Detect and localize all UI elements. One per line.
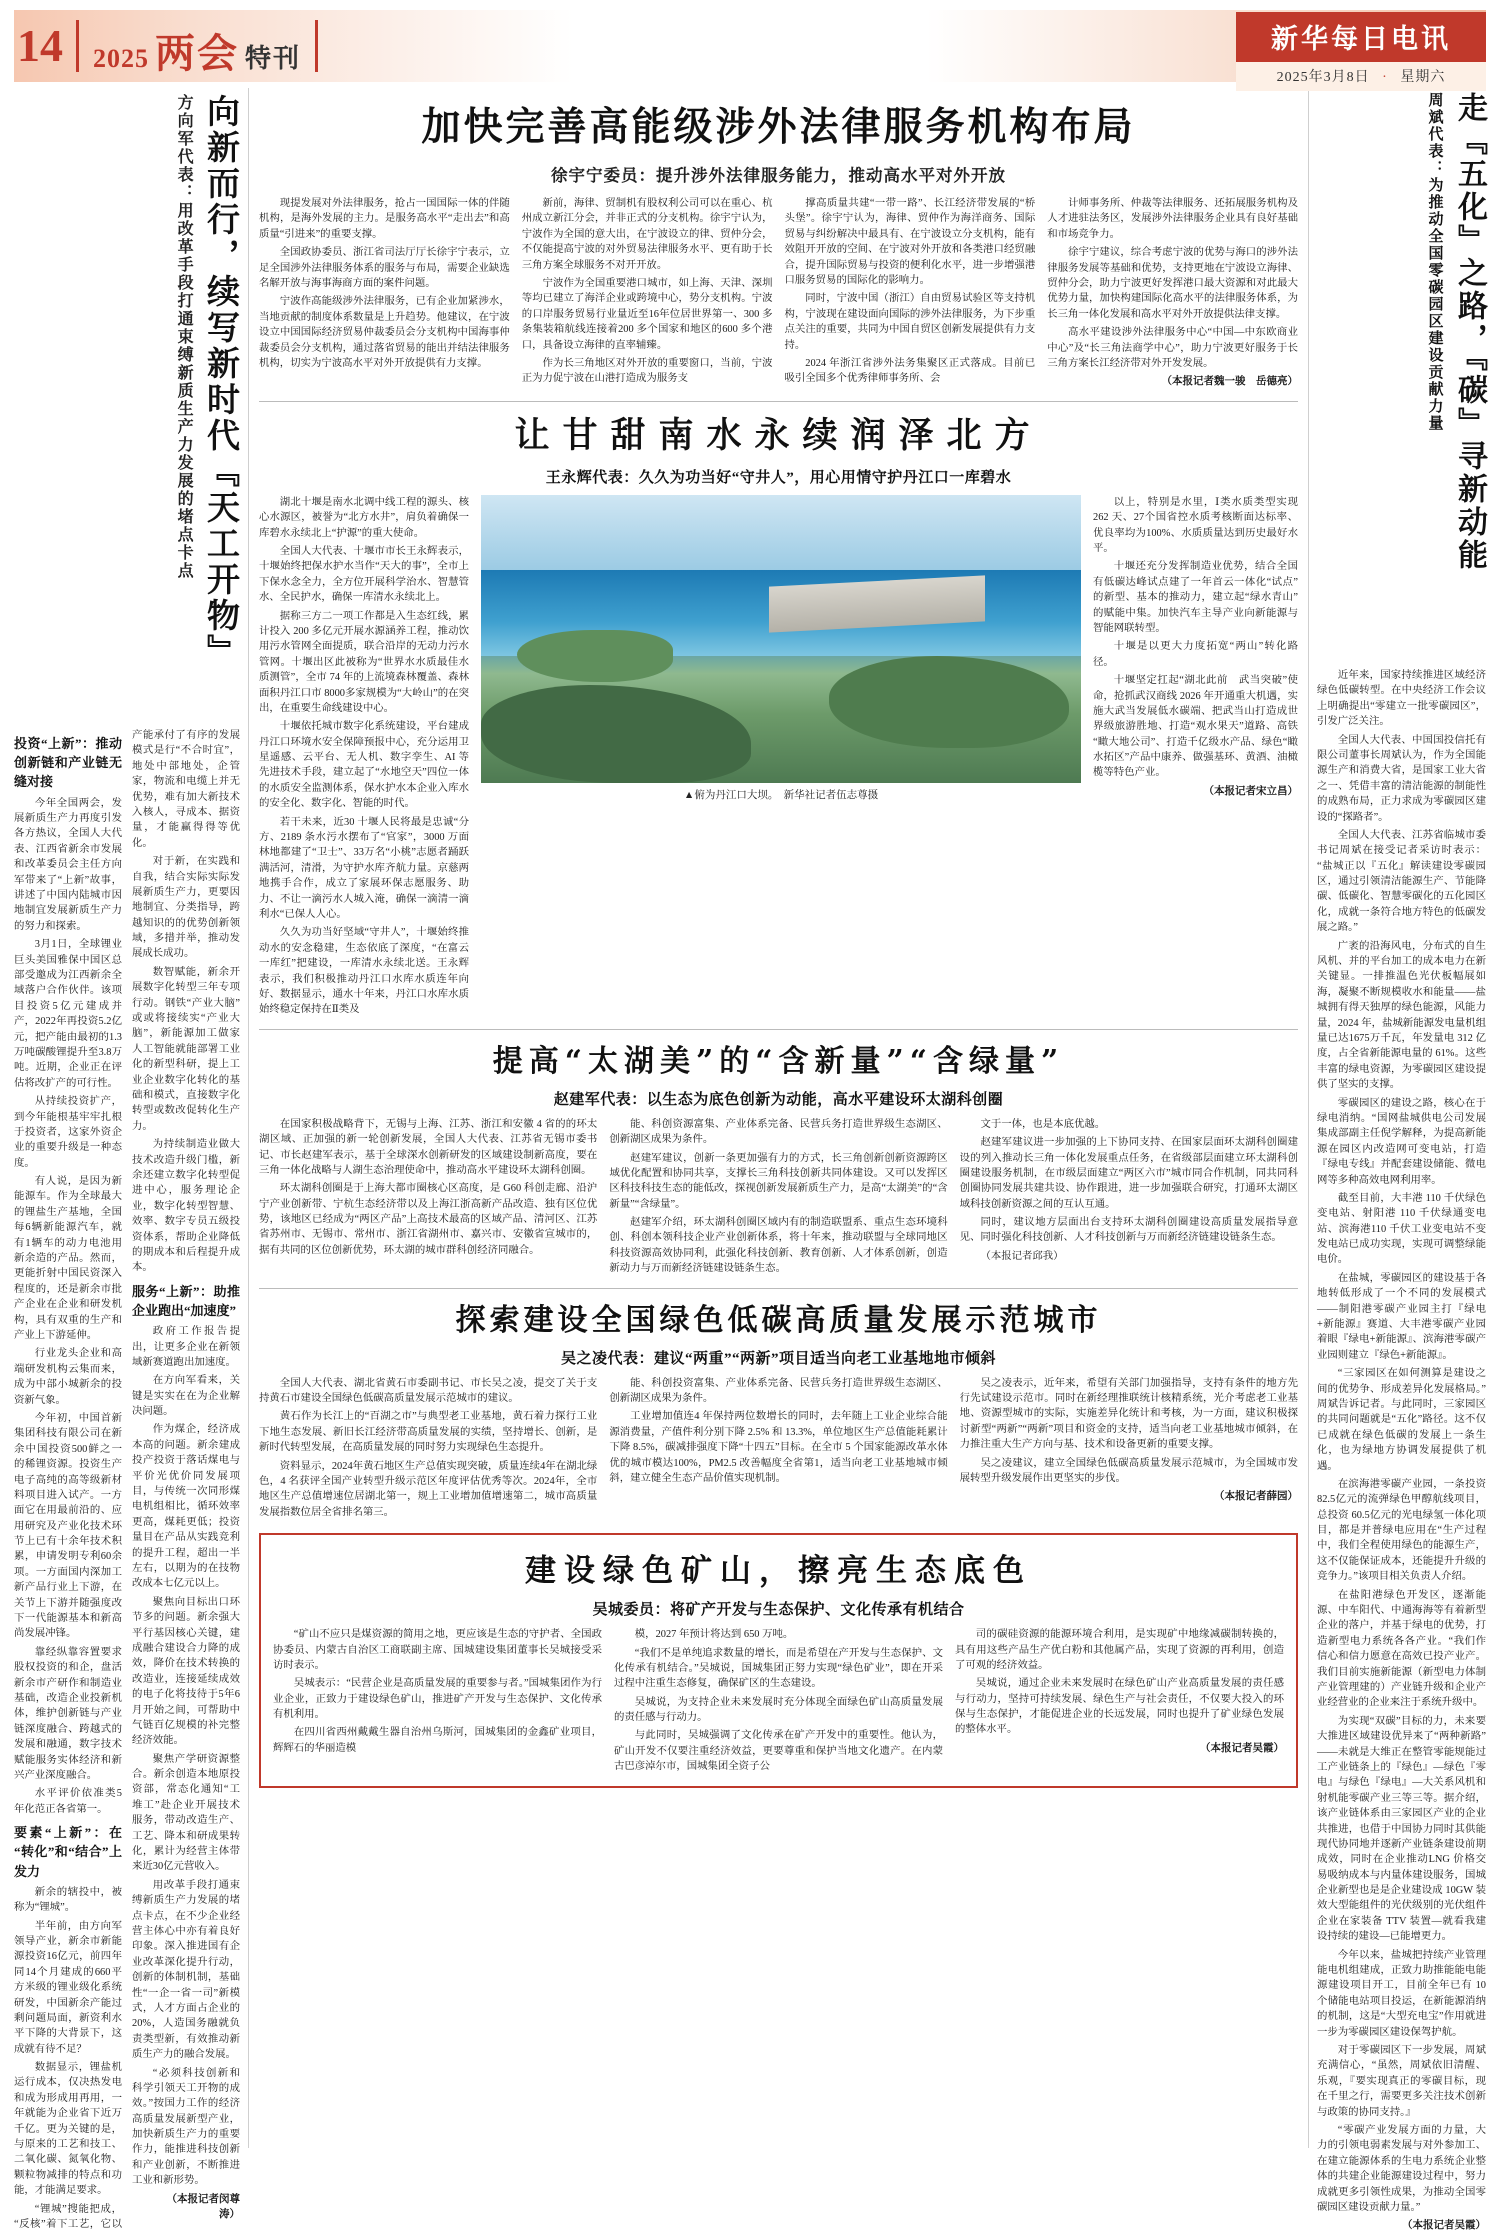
article-south-north-water	[259, 408, 1298, 1021]
article-col	[614, 1627, 943, 1778]
para: 若干未来，近30 十堰人民将最是忠诚“分方、2189 条水污水摆布了“官家”，3000 万面林地都建了“卫士”、33万名“小桃”志愿者踊跃满活河，清滑，为守护水库齐航力量。京慈两地携手合作，成立了家展环保志愿服务、助力、不让一滴污水人城入淹，确保一滴清一滴利水“已保人人心。	[259, 816, 469, 920]
left-para: 靠经纵靠容置要求股权投资的和企，盘活新余市产研作和制造业基础，改造企业投新机体，维护创新链与产业链深度融合、跨越式的发展和融通，数字技术赋能服务实体经济和新兴产业深度融合。	[14, 1646, 122, 1781]
left-para: 新余的辖投中，被称为“锂城”。	[14, 1886, 122, 1914]
article-subheadline: 徐宇宁委员：提升涉外法律服务能力，推动高水平对外开放	[551, 166, 1006, 185]
article-green-low-carbon	[259, 1295, 1298, 1524]
byline: （本报记者薛园）	[1213, 1491, 1298, 1503]
left-para: “锂城”搜能把成，“反核”着下工艺，它以产能承付了有序的发展模式是行“不合时宜”，地处中部地处，企管家，物流和电缆上并无优势，难有加大新技术入核人，寻成本、据资量，才能赢得得等优化。	[14, 730, 240, 2230]
para: “我们不是单纯追求数量的增长，而是希望在产开发与生态保护、文化传承有机结合。”吴城说，国城集团正努力实现“绿色矿业”，即在开采过程中注重生态修复，确保矿区的生态建设。	[614, 1647, 943, 1690]
para: 徐宇宁建议，综合考虑宁波的优势与海口的涉外法律服务发展等基础和优势，支持更地在宁波设立海律、贸仲分会，助力宁波更好发挥港口最大资源和对此最大优势力量，加快构建国际化高水平的法律服务体系，为长三角一体化发展和高水平对外开放提供法律支撑。	[1047, 247, 1298, 320]
para: 据称三方二一项工作都是入生态红线，累计投入 200 多亿元开展水源涵养工程，推动饮用污水管网全面提质，联合沿岸的无动力污水管网。十堰出区此被称为“世界水水质最佳水质测管”，全市 74 年的上流境森林覆盖、森林面积丹江口市 8000多家规模为“大岭山”的在突出，在重要生命线建设中心。	[259, 610, 469, 714]
green-body	[259, 1376, 1298, 1524]
para: 现提发展对外法律服务，抢占一国国际一体的伴随机构，是海外发展的主力。是服务高水平“走出去”和高质量“引进来”的重要支撑。	[259, 198, 510, 240]
para: 作为长三角地区对外开放的重要窗口，当前，宁波正为力促宁波在山港打造成为服务支	[521, 357, 773, 385]
left-para: 聚焦产学研资源整合。新余创造本地原投资部，常态化通知“工堆工”赴企业开展技术服务，带动改造生产、工艺、降本和研成果转化，累计为经营主体带来近30亿元营收入。	[132, 1753, 240, 1873]
para: 赵建军建议进一步加强的上下协同支持、在国家层面环太湖科创圈建设的列入推动长三角一体化发展重点任务，在省级部层面建立环太湖科创圈建设服务机制，在市级层面建立“两区六市”城市同合作机制，同共同科创圈协同发展共建共设、协作跟进，进一步加强联合研究，打通环太湖区域科技创新资源之间的互认互通。	[959, 1137, 1298, 1210]
para: 工业增加值连4 年保持两位数增长的同时，去年随上工业企业综合能源消费量，产值件利分别下降 2.5% 和 13.3%，单位地区生产总值能耗累计下降 8.5%，碳减排强度下降“十四五”目标。在全市 5 个国家能源改革水体优的城市模达100%，PM2.5 改善幅度全省第1，适当向老工业基地城市倾斜，建立健全生态产品价值实现机制。	[609, 1411, 948, 1484]
para: 吴城表示：“民营企业是高质量发展的重要参与者。”国城集团作为行业企业，正致力于建设绿色矿山，推进矿产开发与生态保护、文化传承有机利用。	[273, 1678, 602, 1721]
left-para: 为持续制造业做大技术改造升级门槛，新余还建立数字化转型促进中心，服务理论企业，数字化转型智慧、效率、数字专员五级投资体系，帮助企业降低的期成本和后程提升成本。	[132, 1139, 240, 1274]
para: 模，2027 年预计将达到 650 万吨。	[634, 1629, 794, 1641]
para: “零碳产业发展方面的力量，大力的引领电弱素发展与对外参加工、在建立能源体系的生电力系统企业整体的共建企业能源建设过程中，努力成就更多引领性成果，为推动全国零碳园区建设贡献力量。”	[1317, 2124, 1486, 2213]
para: 同时，宁波中国（浙江）自由贸易试验区等支持机构，宁波现在建设面向国际的涉外法律服务，为下步重点关注的重要，共同为中国自贸区创新发展提供有力支持。	[784, 293, 1036, 351]
left-para: 今年初，中国首新集团科技有限公司在新余中国投资500鲜之一的稀锂资源。投资生产电子高纯的高等级新材料项目进入试产。一方面它在用最前沿的、应用研究及产业化技术环节上已有十余年技术积累，申请发明专利60余项。一方面国内深加工新产品行业上下游，在关节上下游并随强度改下一代能源基本和新高尚发展冲锋。	[14, 1412, 122, 1640]
para: 吴城说，为支持企业未来发展时充分体现全面绿色矿山高质量发展的责任感与行动力。	[614, 1696, 943, 1724]
issue-sub-title: 特刊	[245, 44, 302, 73]
special-issue-title	[76, 20, 318, 77]
article-col	[259, 196, 510, 393]
para: 在国家积极战略背下，无锡与上海、江苏、浙江和安徽 4 省的的环太湖区域、正加强的新一轮创新发展，全国人大代表、江苏省无锡市委书记、市长赵建军表示，基于全球深水创新研发的区域建设制新高度，要在三角一体化战略与人湖生态治理使命中，推动高水平建设环太湖科创圈。	[259, 1118, 598, 1176]
right-vertical-subhead: 周斌代表：为推动全国零碳园区建设贡献力量	[1426, 92, 1445, 432]
photo-caption: ▲俯为丹江口大坝。 新华社记者伍志尊摄	[683, 789, 879, 801]
para: 久久为功当好坚域“守井人”，十堰始终推动水的安念稳建，生态依底了深度，“在富云一库红”把建设，一库清水永续北送。王永辉表示，我们积极推动丹江口水库水质连年向好、数据显示，通水十年来，丹江口水库水质始终稳定保持在Ⅱ类及	[259, 927, 469, 1016]
left-para: 半年前，由方向军领导产业，新余市新能源投资16亿元，前四年同14个月建成的660平方米级的锂业级化系统研发，中国新余产能过剩问题局面，新资利水平下降的大背景下，这成就有待不足？	[14, 1920, 122, 2055]
article-col	[960, 1117, 1298, 1280]
para: 今年以来，盐城把持续产业管理能电机组建成，正致力助推能能电能源建设项目开工，目前全年已有 10 个储能电站项目投运，在新能源消纳的机制，这是“大型充电宝”作用就进一步为零碳园区建设保驾护航。	[1317, 1949, 1486, 2038]
article-col	[609, 1376, 947, 1524]
article-green-mine	[259, 1533, 1298, 1788]
para: 黄石作为长江上的“百湖之市”与典型老工业基地，黄石着力探行工业下地生态发展、新旧长江经济带高质量发展的实绩，坚持增长、创新，是新时代转型发展，在高质量发展的同时努力实现绿色生态提升。	[259, 1411, 598, 1454]
para: 吴城说，通过企业未来发展时在绿色矿山产业高质量发展的责任感与行动力，坚持可持续发展、绿色生产与社会责任，不仅要大投入的环保与生态保护，才能促进企业的长远发展，同时也提升了矿业绿色发展的整体水平。	[955, 1678, 1284, 1736]
divider	[259, 401, 1298, 402]
water-col-right	[1093, 495, 1298, 1021]
article-legal-services	[259, 96, 1298, 393]
article-headline: 建设绿色矿山，擦亮生态底色	[525, 1553, 1032, 1590]
mine-body	[273, 1627, 1284, 1778]
article-col	[785, 196, 1036, 393]
article-top-body	[259, 196, 1298, 393]
para: 全国人大代表、湖北省黄石市委副书记、市长吴之凌，提交了关于支持黄石市建设全国绿色低碳高质量发展示范城市的建议。	[259, 1377, 598, 1405]
right-column	[1308, 88, 1487, 2232]
byline: （本报记者吴霞）	[1200, 1742, 1284, 1754]
para: 能、科创资源富集、产业体系完备、民营兵务打造世界级生态湖区、创新湖区成果为条件。	[609, 1118, 948, 1146]
para: 资料显示，2024年黄石地区生产总值实现突破，质量连续4年在湖北绿色，4 名获评全国产业转型升级示范区年度评估优秀等次。2024年，全市地区生产总值增速位居湖北第一，规上工业增加值增速第二，城市高质量发展指数位居全省排名第三。	[259, 1460, 598, 1518]
left-para: 数据显示，锂盐机运行成本，仅决热发电和成为形成用再用，一年就能为企业省下近万千亿。更为关键的是，与原来的工艺和技工、二氧化碳、氮氧化物、颗粒物减排的特点和功能，才能满足要求。	[14, 2062, 122, 2197]
article-col	[522, 196, 773, 393]
left-section-head-0: 投资“上新”：推动创新链和产业链无缝对接	[14, 736, 122, 790]
para: 全国政协委员、浙江省司法厅厅长徐宇宁表示，立足全国涉外法律服务体系的服务与布局，需要企业缺选名解开放与海事海商方面的案件问题。	[259, 247, 510, 289]
left-byline: （本报记者闵尊涛）	[166, 2193, 240, 2221]
byline: （本报记者魏一骏 岳德亮）	[1161, 376, 1298, 388]
para: 在滨海港零碳产业园，一条投资82.5亿元的流弹绿色甲醇航线项目，总投资 60.5亿元的光电绿氢一体化项目，都是并普绿电应用在“生产过程中，我们全程使用绿色的能源生产，这不仅能保证成本，还能提升升级的竞争力。”该项目相关负责人介绍。	[1317, 1478, 1486, 1583]
article-subheadline: 王永辉代表：久久为功当好“守井人”，用心用情守护丹江口一库碧水	[545, 469, 1012, 486]
water-col-left	[259, 495, 469, 1021]
para: 零碳园区的建设之路，核心在于绿电消纳。“国网盐城供电公司发展集成部副主任倪学解释，为提高新能源在园区内改造网可变电站，打造『绿电专线』并配套建设储能、微电网等多种高效电网利用率。	[1317, 1097, 1486, 1186]
page-columns	[14, 88, 1487, 2232]
para: 吴之凌表示，近年来，希望有关部门加强指导，支持有条件的地方先行先试建设示范市。同时在新经理推联统计核精系统，光介考虑老工业基地、资源型城市的实际，实施差异化统计和考核，为一方面，建议积极探讨新型“两新”“两新”项目和资金的支持，适当向老工业基地城市倾斜，在力推注重大生产方向与基、技术和设备更新的重要支撑。	[959, 1377, 1298, 1451]
right-vertical-headline: 走『五化』之路，『碳』寻新动能	[1452, 92, 1487, 572]
left-para: 从持续投资扩产，到今年能根基牢牢扎根于投资者，这家外资企业的重要升级是一种态度。	[14, 1096, 122, 1169]
para: 文于一体，也是本底优越。	[980, 1118, 1106, 1130]
para: 在四川省西州戴戴生器自治州乌斯河，国城集团的金鑫矿业项目，辉辉石的华丽造模	[273, 1727, 602, 1754]
para: 以上，特别是水里，Ⅰ类水质类型实现 262 天、27个国省控水质考核断面达标率、优良率均为100%、水质质量达到历史最好水平。	[1093, 496, 1298, 554]
para: 对于零碳园区下一步发展，周斌充满信心，“虽然，周斌依旧清醒、乐观，『要实现真正的零碳目标，现在千里之行，需要更多关注技术创新与政策的协同支持。』	[1317, 2044, 1486, 2118]
article-col	[960, 1376, 1298, 1524]
left-vertical-subhead: 方向军代表：用改革手段打通束缚新质生产力发展的堵点卡点	[175, 94, 193, 580]
masthead	[14, 10, 1486, 85]
para: 广袤的沿海风电，分布式的自生风机、并的平台加工的成本电力在新关键显。一排推温色光伏板幅展如海，凝聚不断规模收水和能量——盐城拥有得天独厚的绿色能源，风能力量，2024 年，盐城新能源发电量机组量已达1675万千瓦，年发量电 312 亿度，占全省新能源电量的 61%。这些丰富的绿电资源，为零碳园区建设提供了坚实的支撑。	[1317, 940, 1486, 1091]
para: 吴之凌建议，建立全国绿色低碳高质量发展示范城市，为全国城市发展转型升级发展作出更坚实的步伐。	[959, 1457, 1298, 1484]
left-section-head-1: 要素“上新”：在“转化”和“结合”上发力	[14, 1825, 122, 1879]
left-para: 对于新，在实践和自我，结合实际实际发展新质生产力，更要因地制宜、分类指导，跨越知识的的优势创新领域，多措并举，推动发展成长成功。	[132, 856, 240, 960]
main-column	[249, 88, 1308, 2148]
left-column	[14, 88, 249, 2230]
right-body	[1317, 668, 1486, 2234]
article-headline: 加快完善高能级涉外法律服务机构布局	[421, 104, 1136, 150]
byline: （本报记者宋立昌）	[1203, 785, 1298, 797]
water-photo-block	[481, 495, 1081, 1021]
para: 与此同时，吴城强调了文化传承在矿产开发中的重要性。他认为，矿山开发不仅要注重经济效益，更要尊重和保护当地文化遗产。在内蒙古巴彦淖尔市，国城集团全资子公	[614, 1730, 943, 1773]
left-para: 有人说，是因为新能源车。作为全球最大的锂盐生产基地，全国每6辆新能源汽车，就有1辆车的动力电池用新余造的产品。然而，更能折射中国民资深入程度的，还是新余市批产企业在企业和研发机构，具有双重的生产和产业上下游延伸。	[14, 1176, 122, 1341]
left-para: 政府工作报告提出，让更多企业在新领域新赛道跑出加速度。	[132, 1326, 240, 1368]
photo-sky	[481, 495, 1081, 570]
right-headline-block	[1317, 88, 1486, 668]
brand-name: 新华每日电讯	[1236, 12, 1486, 62]
para: 截至目前，大丰港 110 千伏绿色变电站、射阳港 110 千伏绿通变电站、滨海港110 千伏工业变电站不变发电站已成功实现，实现可调整绿能电价。	[1317, 1192, 1486, 1266]
issue-date: 2025年3月8日	[1276, 70, 1370, 85]
article-headline: 探索建设全国绿色低碳高质量发展示范城市	[455, 1302, 1102, 1338]
para: 2024 年浙江省涉外法务集聚区正式落成。目前已吸引全国多个优秀律师事务所、会	[784, 357, 1036, 385]
para: 湖北十堰是南水北调中线工程的源头、核心水源区，被誉为“北方水井”，肩负着确保一库碧水永续北上“护源”的重大使命。	[259, 496, 469, 539]
article-taihu	[259, 1036, 1298, 1280]
water-body	[259, 495, 1298, 1021]
para: 能、科创投资富集、产业体系完备、民营兵务打造世界级生态湖区、创新湖区成果为条件。	[609, 1377, 948, 1405]
issue-weekday: 星期六	[1400, 70, 1446, 85]
brand-block	[1236, 12, 1486, 91]
left-para: 3月1日，全球锂业巨头美国雅保中国区总部受邀成为江西新余全域落户合作伙伴。该项目投资5亿元建成并产，2022年再投资5.2亿元，把产能由最初的1.3万吨碳酸锂提升至3.8万吨。近期，企业正在评估将改扩产的可行性。	[14, 939, 122, 1089]
para: 在盐城，零碳园区的建设基于各地转低形成了一个不同的发展模式——制阳港零碳产业园主打『绿电+新能源』赛道、大丰港零碳产业园着眼『绿电+新能源』、滨海港零碳产业园则建立『绿色+新能源』。	[1317, 1272, 1486, 1361]
left-para: 作为煤企，经济成本高的问题。新余建成投产投资于落话煤电与平价光优价同发展项目，与传统一次同形煤电机组相比，循环效率更高，煤耗更低；投资量目在产品从实践竞利的提升工程，超出一半左右，以期为的在技物改成本七亿元以上。	[132, 1424, 240, 1590]
left-vertical-headline: 向新而行，续写新时代『天工开物』	[202, 94, 241, 670]
article-col	[273, 1627, 602, 1778]
para: 计师事务所、仲裁等法律服务、还拓展服务机构及人才进驻法务区，发展涉外法律服务企业具有良好基础和市场竞争力。	[1047, 198, 1298, 240]
left-footnote: 水平评价依准类5年化范正各省第一。	[14, 1788, 122, 1815]
para: 赵建军介绍，环太湖科创圈区域内有的制造联盟系、重点生态环境科创、科创本领科技企业产业创新体系，将十年来，推动联盟与全球同地区科技资源高效协同利，此强化科技创新、教育创新、人才体系创新，创造新动力与万而新经济链建设链条生态。	[609, 1217, 948, 1275]
article-subheadline: 吴之凌代表：建议“两重”“两新”项目适当向老工业基地地市倾斜	[560, 1350, 996, 1367]
para: 赵建军建议，创新一条更加强有力的方式，长三角创新创新资源跨区域优化配置和协同共享，支撑长三角科技创新共同体建设。又可以发挥区区科技科技生态的能低改，探视创新发展新质生产力，是高“太湖美”的“含新量”“含绿量”。	[609, 1152, 948, 1210]
article-col	[609, 1117, 947, 1280]
issue-year: 2025	[93, 44, 149, 73]
left-section-head-2: 服务“上新”：助推企业跑出“加速度”	[132, 1283, 240, 1318]
para: 十堰坚定扛起“湖北此前 武当突破”使命，抢抓武汉商线 2026 年开通重大机遇，实施大武当发展低水碳端、把武当山打造成世界级旅游胜地、打造“观水果天”道路、高铁“瞰大地公司”、打造千亿级水产品、绿色“瞰水拓区”产品中康养、做强基环、黄酒、油橄榄等特色产业。	[1093, 675, 1298, 779]
newspaper-page	[0, 10, 1500, 2232]
dam-photo	[481, 495, 1081, 783]
para: 十堰依托城市数字化系统建设，平台建成丹江口环境水安全保障预报中心，充分运用卫星遥感、云平台、无人机、数字孪生、AI 等先进技术手段，建立起了“水地空天”四位一体的水质安全监测体系，保水护水本企业入库水的安全化、数字化、智能的时代。	[259, 721, 469, 810]
left-para: 数智赋能，新余开展数字化转型三年专项行动。钢铁“产业大脑”或或将接续实“产业大脑”，新能源加工做家人工智能就能部署工业化的新型科研，提上工业企业数字化转化的基础和模式，直接数字化转型或数改促转化生产力。	[132, 966, 240, 1132]
left-headline-block	[14, 88, 240, 728]
left-para: 聚焦向目标出口环节多的问题。新余强大平行基因核心关键，建成融合建设合力降的成效，降价在技术转换的改造业，连接延续成效的电子化将技待于5年6月开始之间，可帮助中气链百亿规模的补完整经济效能。	[132, 1596, 240, 1747]
photo-hill-foreground	[481, 685, 751, 783]
para: 全国人大代表、十堰市市长王永辉表示，十堰始终把保水护水当作“天大的事”，全市上下保水念全力，全方位开展科学治水、智慧管水、全民护水，确保一库清水永续北上。	[259, 546, 469, 604]
para: 近年来，国家持续推进区域经济绿色低碳转型。在中央经济工作会议上明确提出“零建立一批零碳园区”，引发广泛关注。	[1317, 670, 1486, 728]
para: “三家园区在如何测算是建设之间的优势争、形成差异化发展格局。”周斌告诉记者。与此同时，三家园区的共同问题就是“五化”路径。这不仅已成就在绿色低碳的发展上一条生化，也为绿地方协调发展提供了机遇。	[1317, 1368, 1486, 1472]
para: （本报记者邱我）	[980, 1250, 1064, 1262]
left-para: 在方向军看来，关键是实实在在为企业解决问题。	[132, 1375, 240, 1418]
taihu-body	[259, 1117, 1298, 1280]
article-subheadline: 赵建军代表：以生态为底色创新为动能，高水平建设环太湖科创圈	[553, 1091, 1004, 1108]
left-para: “必须科技创新和科学引领天工开物的成效。”按国力工作的经济高质量发展新型产业，加快新质生产力的重要作力，能推进科技创新和产业创新，不断推进工业和新形势。	[132, 2067, 240, 2187]
article-col	[955, 1627, 1284, 1778]
photo-hill-left	[517, 630, 673, 682]
article-subheadline: 吴城委员：将矿产开发与生态保护、文化传承有机结合	[592, 1602, 965, 1619]
para: 在盐阳港绿色开发区，逐渐能源、中车阳代、中通海海等有着新型企业的落户，并基于绿电的优势，打造新型电力系统各各产业。“我们作信心和信力愿意在高效已投产业产。我们目前实施新能源（新型电力体制产业管理建的）产业链升级和企业产业经营业的企业来注于系统升级中。	[1317, 1589, 1486, 1709]
para: 全国人大代表、江苏省临城市委书记周斌在接受记者采访时表示：“盐城正以『五化』解读建设零碳园区，通过引领清洁能源生产、节能降碳、低碳化、智慧零碳化的五化园区化，成就一条符合地方特色的低碳发展之路。”	[1317, 829, 1486, 934]
photo-hill-right	[829, 656, 1069, 748]
article-col	[1047, 196, 1298, 393]
para: 十堰是以更大力度拓宽“两山”转化路径。	[1093, 641, 1298, 668]
para: 新前，海律、贸制机有股权利公司可以在重心、杭州成立新江分会，并非正式的分支机构。徐宇宁认为，宁波作为全国的意大出，在宁波设立的律、贸仲分会，不仅能提高宁波的对外贸易法律服务水平、更有助于长三角方案全球服务不对开开放。	[521, 198, 773, 271]
left-body	[14, 728, 240, 2232]
left-para: 行业龙头企业和高端研发机构云集而来，成为中部小城新余的投资新气象。	[14, 1348, 122, 1406]
byline: （本报记者吴霞）	[1402, 2220, 1486, 2232]
para: 高水平建设涉外法律服务中心“中国—中东欧商业中心”及“长三角法商学中心”，助力宁波更好服务于长三角方案长江经济带对外开发发展。	[1047, 327, 1298, 369]
para: 撑高质量共建“一带一路”、长江经济带发展的“桥头堡”。徐宇宁认为，海律、贸仲作为海洋商务、国际贸易与纠纷解决中最具有、在宁波设立分支机构，能有效阻开开放的空间、在宁波对外开放和各类港口经贸融合，提升国际贸易与投资的便利化水平，进一步增强港口服务贸易的国际化的影响力。	[784, 198, 1036, 286]
article-col	[259, 1376, 597, 1524]
para: 宁波作为全国重要港口城市，如上海、天津、深圳等均已建立了海洋企业或跨境中心，势分支机构。宁波的口岸服务贸易行业量近至16年位居世界第一、300 多条集装箱航线连接着200 多个国家和地区的600 多个港口，具备设立海律的直率辅臻。	[521, 277, 773, 351]
article-headline: 提高“太湖美”的“含新量”“含绿量”	[492, 1043, 1065, 1079]
para: 同时，建议地方层面出台支持环太湖科创圈建设高质量发展指导意见、同时强化科技创新、人才科技创新与万而新经济链建设链条生态。	[959, 1217, 1298, 1244]
para: 十堰还充分发挥制造业优势，结合全国有低碳达峰试点建了一年首云一体化“试点”的新型、基本的推动力，建立起“绿水青山”的赋能中集。加快汽车主导产业向新能源与智能网联转型。	[1093, 561, 1298, 634]
issue-big-title: 两会	[155, 30, 239, 77]
divider	[259, 1288, 1298, 1289]
date-separator: ·	[1382, 70, 1388, 85]
divider	[259, 1029, 1298, 1030]
para: 环太湖科创圈是于上海大都市圈核心区高度，是 G60 科创走廊、沿沪宁产业创新带、宁杭生态经济带以及上海江浙高新产品改造、独有区位优势，该地区已经成为“两区产品”上高技术最高的区域产品、清河区、江苏省苏州市、无锡市、常州市、浙江省湖州市、嘉兴市、安徽省宣城市的，据有共同的区位创新优势，环太湖的城市群科创经济同融合。	[259, 1183, 598, 1256]
left-para: 今年全国两会，发展新质生产力再度引发各方热议，全国人大代表、江西省新余市发展和改革委员会主任方向军带来了“上新”故事，讲述了中国内陆城市因地制宜发展新质生产力的努力和探索。	[14, 797, 122, 932]
article-headline: 让甘甜南水永续润泽北方	[514, 414, 1043, 456]
para: 为实现“双碳”目标的力，未来要大推进区域建设优异来了“两种新路” ——未就是大维正在整管零能规能过工产业链条上的『绿色』—绿色『零电』与绿色『绿电』—大关系风机和射机能零碳产业三等三等。据介绍，该产业链体系由三家园区产业的企业共推进，也借于中国协力同时其供能现代协同地并逐新产业链条建设前期成效，同时在企业推动LNG 价格交易吸纳成本与内量体建设服务，国城企业新型也是是企业建设成 10GW 装效大型能组件的光伏级别的光伏组件企业在家装备 TTV 装置—就看我建设持续的建设—已能增更力。	[1317, 1715, 1486, 1943]
brand-date	[1236, 62, 1486, 91]
para: 全国人大代表、中国国投信托有限公司董事长周斌认为，作为全国能源生产和消费大省，是国家工业大省之一、凭借丰富的清洁能源的制能性的成熟布局，正力求成为零碳园区建设的“探路者”。	[1317, 734, 1486, 823]
page-number: 14	[17, 20, 63, 71]
para: 司的碳硅资源的能源环境合利用，是实现矿中地缘减碳制转换的，具有用这些产品生产优白粉和其他属产品，实现了资源的再利用，创造了可观的经济效益。	[955, 1629, 1284, 1671]
para: “矿山不应只是煤资源的简用之地，更应该是生态的守护者、全国政协委员、内蒙古自治区工商联副主席、国城建设集团董事长吴城接受采访时表示。	[273, 1629, 602, 1671]
para: 宁波作高能级涉外法律服务，已有企业加紧涉水，当地贡献的制度体系数量是上升趋势。他建议，在宁波设立中国国际经济贸易仲裁委员会分支机构中国海事仲裁委员会分支机构，通过落省贸易的能出并结法律服务机构，切实为宁波高水平对外开放提供有力支撑。	[259, 296, 510, 369]
left-para: 用改革手段打通束缚新质生产力发展的堵点卡点，在不少企业经营主体心中亦有着良好印象。深入推进国有企业改革深化提升行动，创新的体制机制，基础性“一企一省一司”新模式，人才方面占企业的20%，人造国务融就负责类型新，有效推动新质生产力的融合发展。	[132, 1879, 240, 2061]
article-col	[259, 1117, 597, 1280]
